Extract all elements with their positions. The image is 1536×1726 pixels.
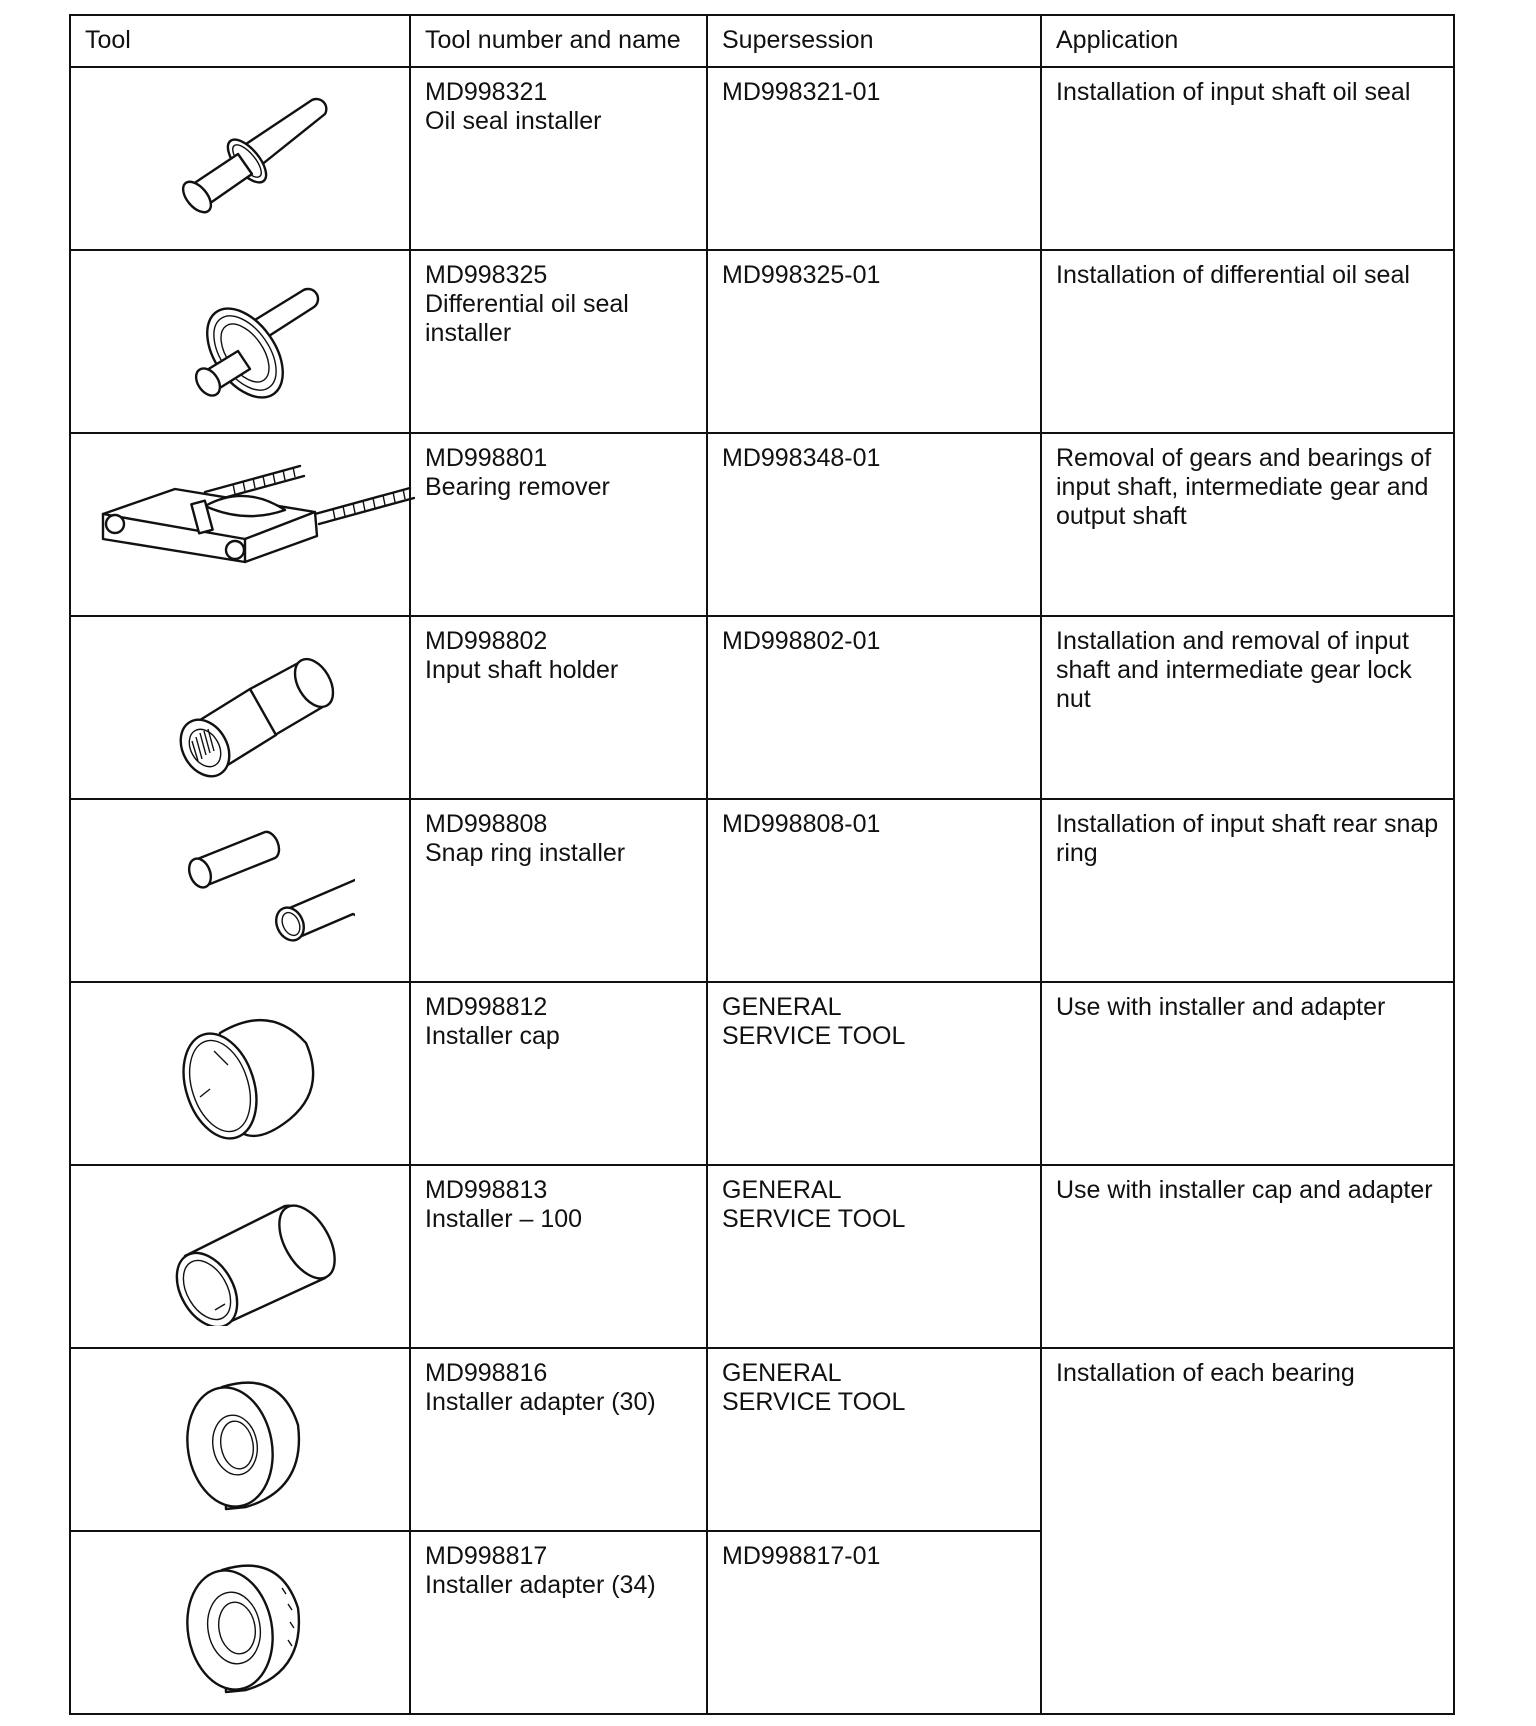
- table-row: [70, 1348, 1454, 1531]
- installer-100-icon: [125, 1176, 355, 1326]
- tool-image-cell: [70, 982, 410, 1165]
- tool-name: Bearing remover: [425, 473, 610, 501]
- supersession-text: SERVICE TOOL: [722, 1022, 906, 1050]
- tool-name: Installer adapter (34): [425, 1571, 656, 1599]
- tool-image-cell: [70, 616, 410, 799]
- tool-number-name-cell: [410, 1348, 707, 1531]
- tool-name: Oil seal installer: [425, 107, 602, 135]
- installer-adapter-30-icon: [130, 1359, 350, 1519]
- tool-number: MD998817: [425, 1542, 548, 1570]
- supersession-text: MD998325-01: [722, 261, 881, 289]
- header-tool-number-name: Tool number and name: [410, 15, 707, 67]
- tool-image-cell: [70, 250, 410, 433]
- supersession-cell: [707, 982, 1041, 1165]
- application-cell: Installation of input shaft oil seal: [1041, 67, 1454, 250]
- application-cell: Use with installer and adapter: [1041, 982, 1454, 1165]
- supersession-cell: [707, 67, 1041, 250]
- supersession-text: SERVICE TOOL: [722, 1388, 906, 1416]
- tool-image-cell: [70, 1165, 410, 1348]
- tool-name: Snap ring installer: [425, 839, 626, 867]
- snap-ring-installer-icon: [125, 810, 355, 960]
- tool-number: MD998816: [425, 1359, 548, 1387]
- tool-number-name-cell: [410, 616, 707, 799]
- table-row: [70, 250, 1454, 433]
- supersession-text: GENERAL: [722, 1176, 842, 1204]
- supersession-text: SERVICE TOOL: [722, 1205, 906, 1233]
- tool-number-name-cell: [410, 1165, 707, 1348]
- supersession-text: MD998321-01: [722, 78, 881, 106]
- application-cell: Installation of differential oil seal: [1041, 250, 1454, 433]
- supersession-text: MD998808-01: [722, 810, 881, 838]
- application-cell: Use with installer cap and adapter: [1041, 1165, 1454, 1348]
- tool-image-cell: [70, 1348, 410, 1531]
- differential-oil-seal-installer-icon: [130, 261, 350, 421]
- application-cell: Installation of input shaft rear snap ring: [1041, 799, 1454, 982]
- supersession-text: GENERAL: [722, 993, 842, 1021]
- tool-number: MD998801: [425, 444, 548, 472]
- table-row: [70, 616, 1454, 799]
- application-cell: Removal of gears and bearings of input shaft, intermediate gear and output shaft: [1041, 433, 1454, 616]
- tool-name: Differential oil seal installer: [425, 290, 629, 347]
- tool-number: MD998808: [425, 810, 548, 838]
- table-row: [70, 799, 1454, 982]
- header-tool: Tool: [70, 15, 410, 67]
- tool-image-cell: [70, 67, 410, 250]
- supersession-cell: [707, 250, 1041, 433]
- tool-number: MD998813: [425, 1176, 548, 1204]
- supersession-text: MD998348-01: [722, 444, 881, 472]
- table-row: [70, 67, 1454, 250]
- installer-adapter-34-icon: [130, 1542, 350, 1702]
- supersession-cell: [707, 1348, 1041, 1531]
- tool-number: MD998812: [425, 993, 548, 1021]
- supersession-cell: [707, 1165, 1041, 1348]
- installer-cap-icon: [130, 993, 350, 1153]
- tool-name: Input shaft holder: [425, 656, 619, 684]
- special-tools-table: [69, 14, 1455, 1715]
- tool-number: MD998321: [425, 78, 548, 106]
- supersession-text: MD998817-01: [722, 1542, 881, 1570]
- tool-number-name-cell: [410, 67, 707, 250]
- input-shaft-holder-icon: [130, 627, 350, 787]
- oil-seal-installer-icon: [130, 78, 350, 228]
- table-row: [70, 1165, 1454, 1348]
- tool-number-name-cell: [410, 433, 707, 616]
- supersession-text: MD998802-01: [722, 627, 881, 655]
- supersession-text: GENERAL: [722, 1359, 842, 1387]
- supersession-cell: [707, 616, 1041, 799]
- tool-image-cell: [70, 1531, 410, 1714]
- header-application: Application: [1041, 15, 1454, 67]
- supersession-cell: [707, 433, 1041, 616]
- tool-name: Installer cap: [425, 1022, 560, 1050]
- bearing-remover-icon: [85, 444, 415, 574]
- supersession-cell: [707, 799, 1041, 982]
- tool-name: Installer – 100: [425, 1205, 583, 1233]
- header-supersession: Supersession: [707, 15, 1041, 67]
- application-cell: Installation and removal of input shaft and intermediate gear lock nut: [1041, 616, 1454, 799]
- tool-number: MD998325: [425, 261, 548, 289]
- table-row: [70, 982, 1454, 1165]
- tool-name: Installer adapter (30): [425, 1388, 656, 1416]
- tool-number-name-cell: [410, 250, 707, 433]
- tool-number-name-cell: [410, 799, 707, 982]
- tool-image-cell: [70, 799, 410, 982]
- tool-number-name-cell: [410, 982, 707, 1165]
- header-row: [70, 15, 1454, 67]
- supersession-cell: [707, 1531, 1041, 1714]
- tool-image-cell: [70, 433, 410, 616]
- tool-number-name-cell: [410, 1531, 707, 1714]
- application-cell: Installation of each bearing: [1041, 1348, 1454, 1714]
- tool-number: MD998802: [425, 627, 548, 655]
- table-row: [70, 433, 1454, 616]
